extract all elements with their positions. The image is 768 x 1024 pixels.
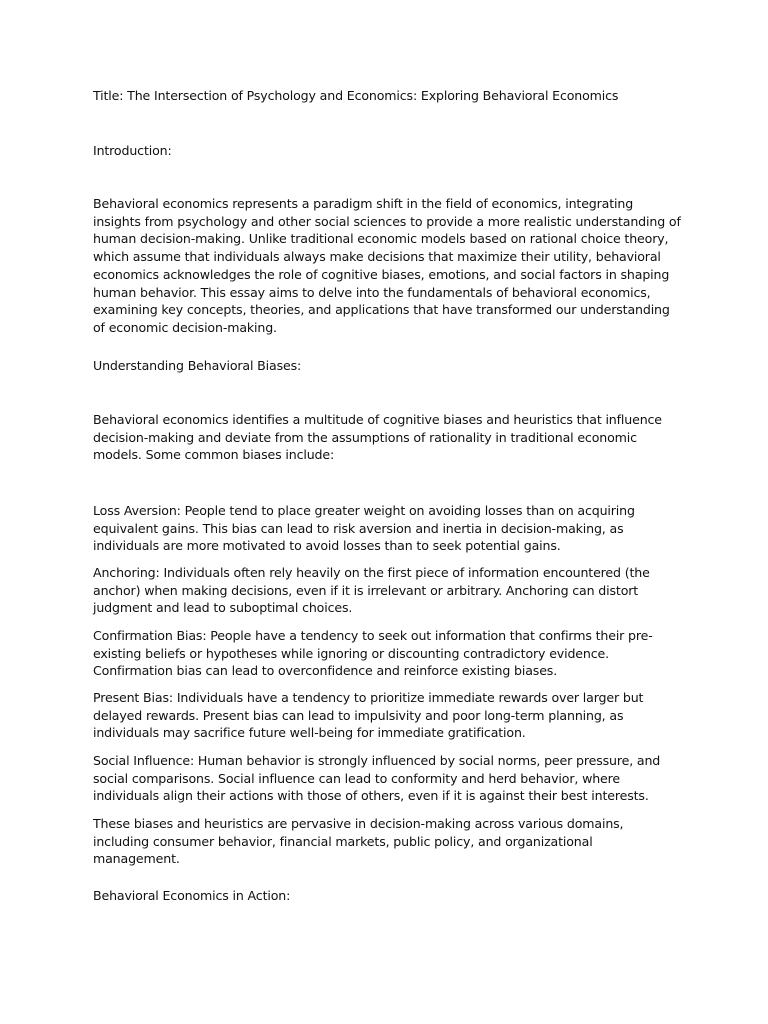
biases-summary-paragraph: These biases and heuristics are pervasive in decision-making across various domains, including consumer behavior, financial markets, public policy, and organizational management. [93, 816, 624, 867]
bias-present: Present Bias: Individuals have a tendency to prioritize immediate rewards over larger but delayed rewards. Present bias can lead to impulsivity and poor long-term planning, as individuals may sacrifice future well-being for immediate gratification. [93, 690, 644, 741]
action-heading: Behavioral Economics in Action: [93, 888, 291, 903]
document-page [93, 0, 683, 1024]
bias-loss-aversion: Loss Aversion: People tend to place greater weight on avoiding losses than on acquiring equivalent gains. This bias can lead to risk aversion and inertia in decision-making, as individuals are more motivated to avoid losses than to seek potential gains. [93, 503, 635, 554]
bias-social-influence: Social Influence: Human behavior is strongly influenced by social norms, peer pressure, and social comparisons. Social influence can lead to conformity and herd behavior, where individuals align their actions with those of others, even if it is against their best interests. [93, 753, 661, 804]
bias-anchoring: Anchoring: Individuals often rely heavily on the first piece of information encountered (the anchor) when making decisions, even if it is irrelevant or arbitrary. Anchoring can distort judgment and lead to suboptimal choices. [93, 565, 650, 616]
biases-intro-paragraph: Behavioral economics identifies a multitude of cognitive biases and heuristics that influence decision-making and deviate from the assumptions of rationality in traditional economic models. Some common biases include: [93, 412, 662, 463]
introduction-heading: Introduction: [93, 143, 172, 158]
bias-confirmation: Confirmation Bias: People have a tendency to seek out information that confirms their pre-existing beliefs or hypotheses while ignoring or discounting contradictory evidence. Confirmation bias can lead to overconfidence and reinforce existing biases. [93, 628, 653, 679]
document-title: Title: The Intersection of Psychology and Economics: Exploring Behavioral Economics [93, 88, 619, 103]
introduction-paragraph: Behavioral economics represents a paradigm shift in the field of economics, integrating insights from psychology and other social sciences to provide a more realistic understanding of human decision-making. Unlike traditional economic models based on rational choice theory, which assume that individuals always make decisions that maximize their utility, behavioral economics acknowledges the role of cognitive biases, emotions, and social factors in shaping human behavior. This essay aims to delve into the fundamentals of behavioral economics, examining key concepts, theories, and applications that have transformed our understanding of economic decision-making. [93, 196, 681, 335]
biases-heading: Understanding Behavioral Biases: [93, 358, 302, 373]
